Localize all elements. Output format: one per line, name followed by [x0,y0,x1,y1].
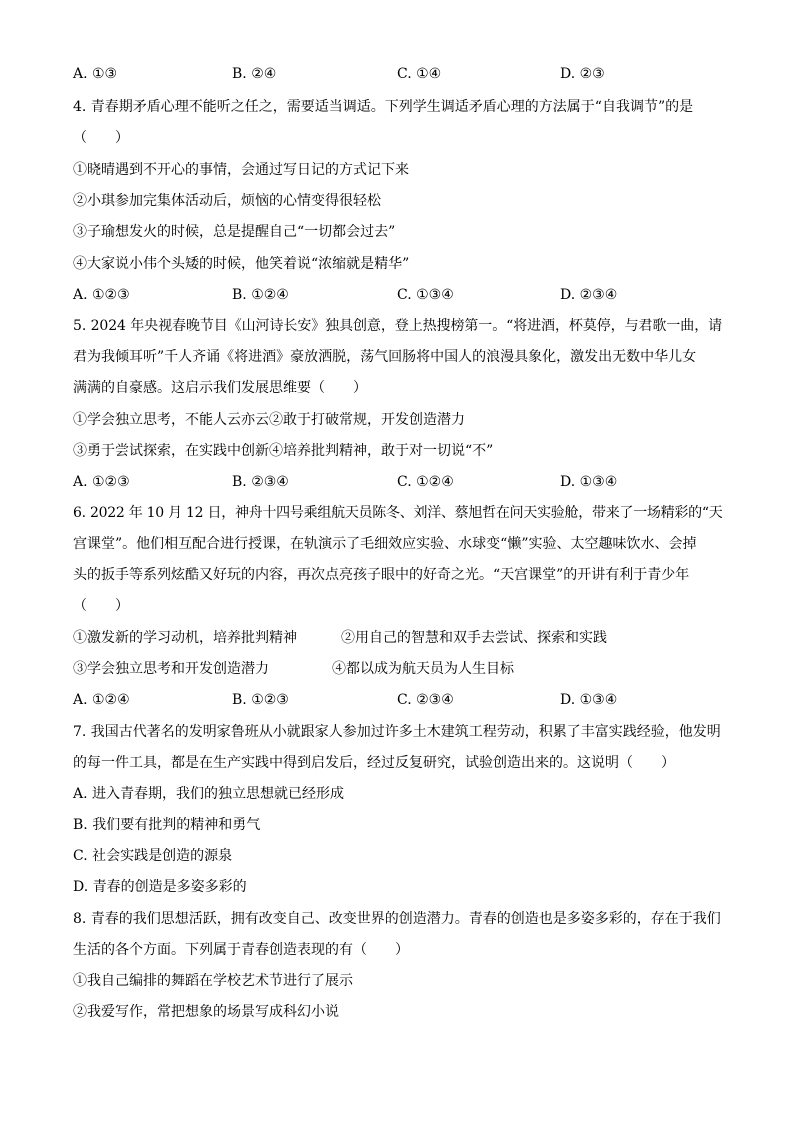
q7-option-a: A. 进入青春期，我们的独立思想就已经形成 [73,786,345,802]
q7-option-d: D. 青春的创造是多姿多彩的 [73,879,247,895]
q6-statement-2: ②用自己的智慧和双手去尝试、探索和实践 [341,630,607,646]
q4-statement-2: ②小琪参加完集体活动后，烦恼的心情变得很轻松 [73,193,381,209]
q6-option-c: C. ②③④ [397,692,454,708]
q3-option-c: C. ①④ [397,66,442,82]
q4-option-a: A. ①②③ [73,287,130,303]
q5-statements-1-2: ①学会独立思考，不能人云亦云②敢于打破常规，开发创造潜力 [73,412,465,428]
q5-option-a: A. ①②③ [73,474,130,490]
q6-statement-3: ③学会独立思考和开发创造潜力 [73,661,269,677]
q6-stem-line3: 头的扳手等系列炫酷又好玩的内容，再次点亮孩子眼中的好奇之光。“天宫课堂”的开讲有利于青少年 [73,567,690,583]
q3-option-a: A. ①③ [73,66,118,82]
q4-option-d: D. ②③④ [560,287,618,303]
q4-stem-line1: 4. 青春期矛盾心理不能听之任之，需要适当调适。下列学生调适矛盾心理的方法属于“自我调节”的是 [73,99,694,115]
q7-stem-line1: 7. 我国古代著名的发明家鲁班从小就跟家人参加过许多土木建筑工程劳动，积累了丰富实践经验，他发明 [73,724,721,740]
q4-option-b: B. ①②④ [232,287,289,303]
q5-option-d: D. ①③④ [560,474,618,490]
q4-statement-4: ④大家说小伟个头矮的时候，他笑着说“浓缩就是精华” [73,256,410,272]
q7-option-b: B. 我们要有批判的精神和勇气 [73,817,261,833]
q8-statement-1: ①我自己编排的舞蹈在学校艺术节进行了展示 [73,973,353,989]
q6-stem-line4: （ ） [73,598,129,614]
q7-stem-line2: 的每一件工具，都是在生产实践中得到启发后，经过反复研究，试验创造出来的。这说明（ ） [73,755,675,771]
q6-stem-line2: 宫课堂”。他们相互配合进行授课，在轨演示了毛细效应实验、水球变“懒”实验、太空趣味饮水、会掉 [73,536,697,552]
q6-option-d: D. ①③④ [560,692,618,708]
q7-option-c: C. 社会实践是创造的源泉 [73,848,233,864]
q5-stem-line3: 满满的自豪感。这启示我们发展思维要（ ） [73,380,367,396]
q6-statement-4: ④都以成为航天员为人生目标 [332,661,514,677]
q6-statement-1: ①激发新的学习动机，培养批判精神 [73,630,297,646]
q4-statement-3: ③子瑜想发火的时候，总是提醒自己“一切都会过去” [73,224,396,240]
q5-option-b: B. ②③④ [232,474,289,490]
q6-stem-line1: 6. 2022 年 10 月 12 日，神舟十四号乘组航天员陈冬、刘洋、蔡旭哲在问天实验舱，带来了一场精彩的“天 [73,505,723,521]
q3-option-d: D. ②③ [560,66,605,82]
q6-option-a: A. ①②④ [73,692,130,708]
q5-statements-3-4: ③勇于尝试探索，在实践中创新④培养批判精神，敢于对一切说“不” [73,443,494,459]
q8-statement-2: ②我爱写作，常把想象的场景写成科幻小说 [73,1004,339,1020]
q4-statement-1: ①晓晴遇到不开心的事情，会通过写日记的方式记下来 [73,162,409,178]
q5-stem-line1: 5. 2024 年央视春晚节目《山河诗长安》独具创意，登上热搜榜第一。“将进酒，杯莫停，与君歌一曲，请 [73,318,723,334]
q8-stem-line1: 8. 青春的我们思想活跃，拥有改变自己、改变世界的创造潜力。青春的创造也是多姿多彩的，存在于我们 [73,911,721,927]
q5-option-c: C. ①②④ [397,474,454,490]
q6-option-b: B. ①②③ [232,692,289,708]
q3-option-b: B. ②④ [232,66,277,82]
q4-stem-line2: （ ） [73,130,129,146]
q8-stem-line2: 生活的各个方面。下列属于青春创造表现的有（ ） [73,942,409,958]
q4-option-c: C. ①③④ [397,287,454,303]
q5-stem-line2: 君为我倾耳听”千人齐诵《将进酒》豪放洒脱，荡气回肠将中国人的浪漫具象化，激发出无数中华儿女 [73,349,697,365]
